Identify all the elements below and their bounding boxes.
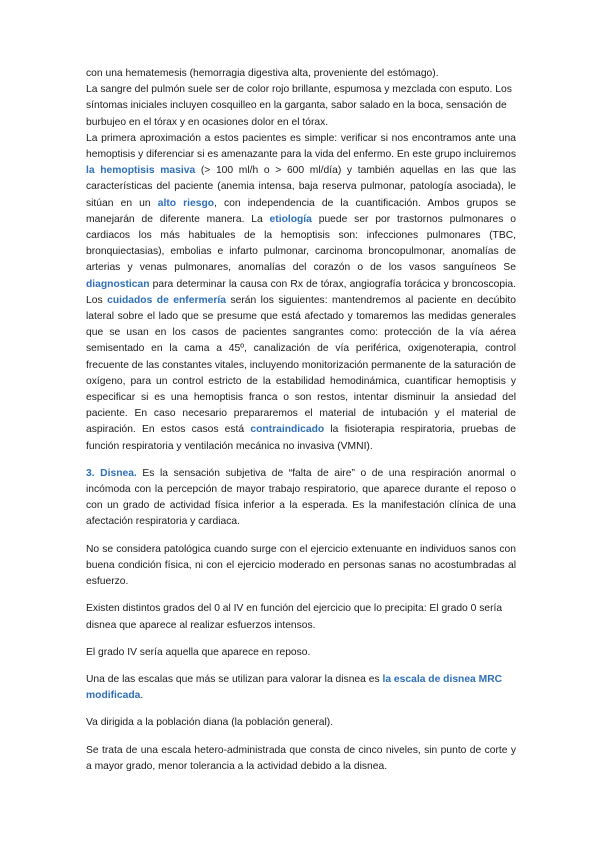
paragraph-hemoptysis-approach: La primera aproximación a estos pacientes es simple: verificar si nos encontramos ante una hemoptisis y diferenciar si es amenazante para la vida del enfermo. En este grupo incluiremos la hemoptisis masiva (> 100 ml/h o > 600 ml/día) y también aquellas en las que las características del paciente (anemia intensa, baja reserva pulmonar, patología asociada), le sitúan en un alto riesgo, con independencia de la cuantificación. Ambos grupos se manejarán de diferente manera. La etiología puede ser por trastornos pulmonares o cardiacos los más habituales de la hemoptisis son: infecciones pulmonares (TBC, bronquiectasias), embolias e infarto pulmonar, carcinoma broncopulmonar, anomalías de arterias y venas pulmonares, anomalías del corazón o de los vasos sanguíneos Se diagnostican para determinar la causa con Rx de tórax, angiografía torácica y broncoscopia. Los cuidados de enfermería serán los siguientes: mantendremos al paciente en decúbito lateral sobre el lado que se presume que está afectado y tomaremos las medidas generales que se usan en los casos de pacientes sangrantes como: protección de la vía aérea semisentado en la cama a 45º, canalización de vía periférica, oxigenoterapia, control frecuente de las constantes vitales, incluyendo monitorización permanente de la saturación de oxígeno, para un control estricto de la estabilidad hemodinámica, cuantificar hemoptisis y especificar si es una hemoptisis franca o son restos, intentar disminuir la ansiedad del paciente. En caso necesario prepararemos el material de intubación y el material de aspiración. En estos casos está contraindicado la fisioterapia respiratoria, pruebas de función respiratoria y ventilación mecánica no invasiva (VMNI). <box>86 132 517 452</box>
highlight-alto-riesgo: alto riesgo <box>157 197 215 209</box>
section-heading-disnea: 3. Disnea. <box>86 467 137 479</box>
paragraph-grado-iv: El grado IV sería aquella que aparece en reposo. <box>86 646 311 658</box>
highlight-escala-mrc: la escala de disnea MRC modificada <box>86 673 503 702</box>
paragraph-grados: Existen distintos grados del 0 al IV en función del ejercicio que lo precipita: El grado 0 sería disnea que aparece al realizar esfuerzos intensos. <box>86 603 503 631</box>
highlight-etiologia: etiología <box>269 213 312 225</box>
paragraph-hematemesis: con una hematemesis (hemorragia digestiva alta, proveniente del estómago). <box>86 68 439 79</box>
document-page <box>86 66 516 775</box>
highlight-cuidados-enfermeria: cuidados de enfermería <box>107 294 226 306</box>
paragraph-escala-mrc: Una de las escalas que más se utilizan para valorar la disnea es la escala de disnea MRC modificada. <box>86 673 503 702</box>
highlight-diagnostican: diagnostican <box>86 278 150 290</box>
paragraph-no-patologica: No se considera patológica cuando surge con el ejercicio extenuante en individuos sanos con buena condición física, ni con el ejercicio moderado en personas sanas no acostumbradas al esfuerzo. <box>86 543 516 588</box>
paragraph-poblacion-diana: Va dirigida a la población diana (la población general). <box>86 717 334 729</box>
highlight-contraindicado: contraindicado <box>250 424 325 436</box>
paragraph-escala-hetero: Se trata de una escala hetero-administrada que consta de cinco niveles, sin punto de corte y a mayor grado, menor tolerancia a la actividad debido a la disnea. <box>86 744 516 772</box>
highlight-hemoptisis-masiva: la hemoptisis masiva <box>86 165 196 177</box>
paragraph-disnea: 3. Disnea. Es la sensación subjetiva de “falta de aire” o de una respiración anormal o incómoda con la percepción de mayor trabajo respiratorio, que aparece durante el reposo o con un grado de actividad física inferior a la esperada. Es la manifestación clínica de una afectación respiratoria y cardiaca. <box>86 467 516 528</box>
paragraph-lung-blood: La sangre del pulmón suele ser de color rojo brillante, espumosa y mezclada con esputo. Los síntomas iniciales incluyen cosquilleo en la garganta, sabor salado en la boca, sensación de burbujeo en el tórax y en ocasiones dolor en el tórax. <box>86 84 512 128</box>
